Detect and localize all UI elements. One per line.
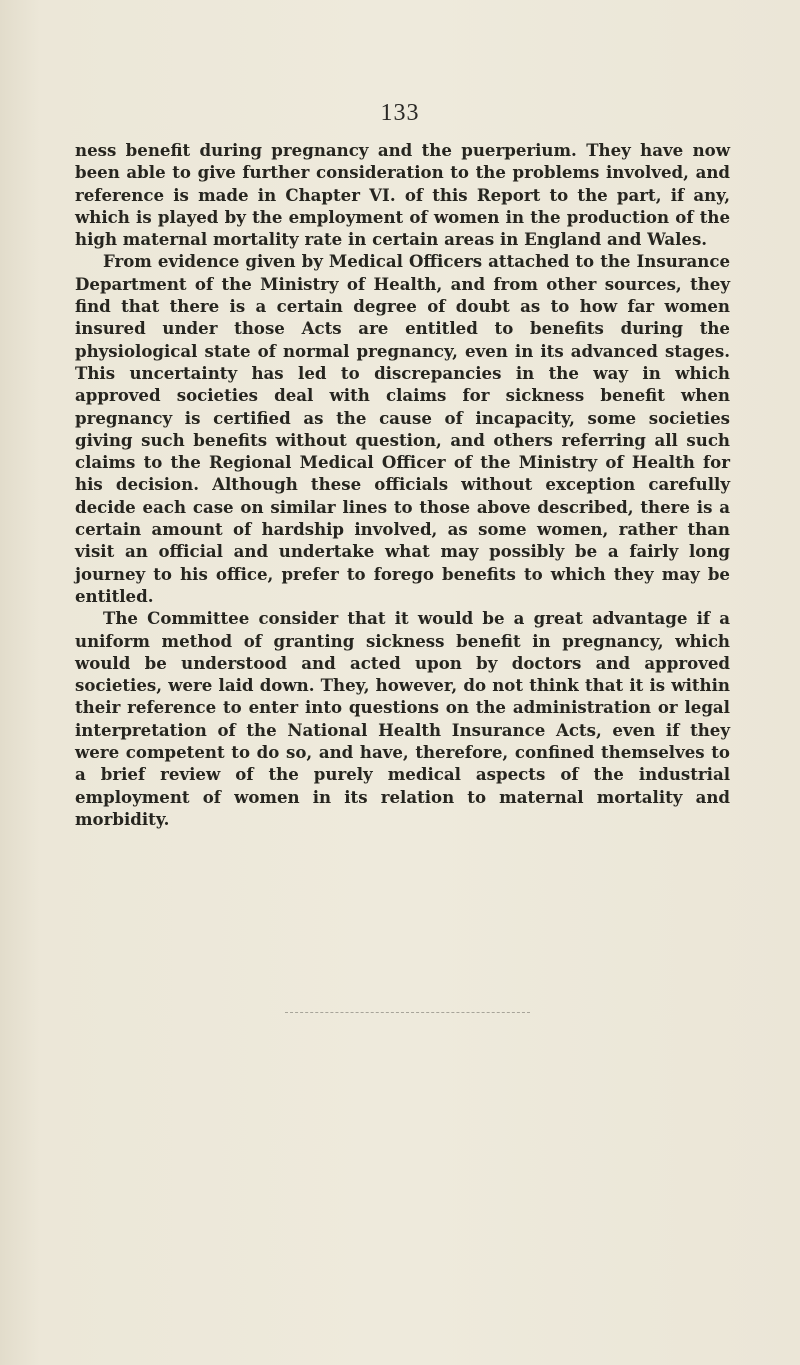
paragraph-committee: The Committee consider that it would be a great advantage if a uniform method of granting sickness benefit in pregnancy, which would be understood and acted upon by doctors and approved societies, were laid down. They, however, do not think that it is within their reference to enter into questions on the administration or legal interpretation of the National Health Insurance Acts, even if they were competent to do so, and have, therefore, confined themselves to a brief review of the purely medical aspects of the industrial employment of women in its relation to maternal mortality and morbidity.	[75, 608, 730, 829]
paragraph-continuation: ness benefit during pregnancy and the puerperium. They have now been able to give further consideration to the problems involved, and reference is made in Chapter VI. of this Report to the part, if any, which is played by the employment of women in the production of the high maternal mortality rate in certain areas in England and Wales.	[75, 140, 730, 250]
page-number: 133	[380, 100, 420, 126]
paragraph-evidence: From evidence given by Medical Officers attached to the Insurance Department of the Ministry of Health, and from other sources, they find that there is a certain degree of doubt as to how far women insured under those Acts are entitled to benefits during the physiological state of normal pregnancy, even in its advanced stages. This uncertainty has led to discrepancies in the way in which approved societies deal with claims for sickness benefit when pregnancy is certified as the cause of incapacity, some societies giving such benefits without question, and others referring all such claims to the Regional Medical Officer of the Ministry of Health for his decision. Although these officials without exception carefully decide each case on similar lines to those above described, there is a certain amount of hardship involved, as some women, rather than visit an official and undertake what may possibly be a fairly long journey to his office, prefer to forego benefits to which they may be entitled.	[75, 251, 730, 606]
body-text	[75, 139, 730, 830]
section-divider	[285, 1012, 530, 1013]
